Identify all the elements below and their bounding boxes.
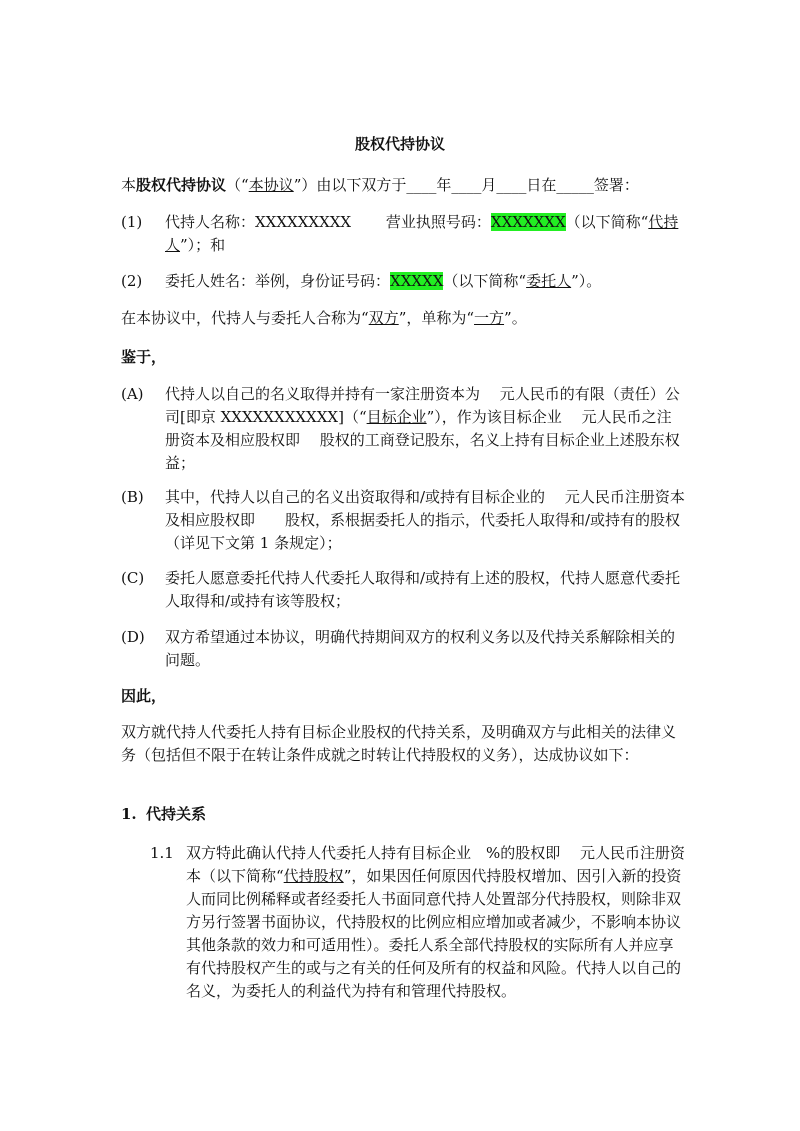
- recital-a-text: [165, 383, 685, 475]
- clause-1-1-number: 1.1: [150, 844, 174, 862]
- intro-text-5: ”）由以下双方于____年____月____日在_____签署：: [293, 176, 639, 194]
- agreement-statement: 双方就代持人代委托人持有目标企业股权的代持关系，及明确双方与此相关的法律义务（包括但不限于在转让条件成就之时转让代持股权的义务），达成协议如下：: [121, 723, 677, 764]
- party2-text-1: 委托人姓名：举例，身份证号码：: [165, 272, 391, 290]
- document-title: 股权代持协议: [354, 135, 445, 153]
- party1-marker: (1): [121, 213, 143, 231]
- parties-text-1: 在本协议中，代持人与委托人合称为“: [121, 309, 369, 327]
- party2-text: [165, 270, 685, 293]
- defined-term-held-shares: 代持股权: [283, 867, 344, 885]
- business-license-number: XXXXXXX: [490, 213, 566, 231]
- defined-term-target-company: 目标企业: [366, 408, 427, 426]
- recital-a-text-1: 代持人以自己的名义取得并持有一家注册资本为 元人民币的有限（责任）公司[即京 XXXXXXXXXXX]（“: [165, 385, 680, 426]
- defined-term-this-agreement: 本协议: [248, 176, 294, 194]
- party1-text-1: 代持人名称：XXXXXXXXX 营业执照号码：: [165, 213, 491, 231]
- recital-d-text: 双方希望通过本协议，明确代持期间双方的权利义务以及代持关系解除相关的问题。: [165, 628, 676, 669]
- clause-1-1-text-3: ”，如果因任何原因代持股权增加、因引入新的投资人而同比例稀释或者经委托人书面同意代持人处置部分代持股权，则除非双方另行签署书面协议，代持股权的比例应相应增加或者减少，不影响本协议其他条款的效力和可适用性）。委托人系全部代持股权的实际所有人并应享有代持股权产生的或与之有关的任何及所有的权益和风险。代持人以自己的名义，为委托人的利益代为持有和管理代持股权。: [186, 867, 682, 1000]
- intro-text-3: （“: [226, 176, 249, 194]
- parties-text-3: ”，单称为“: [398, 309, 475, 327]
- defined-term-one-party: 一方: [474, 309, 505, 327]
- parties-text-5: ”。: [504, 309, 527, 327]
- recital-a-marker: (A): [121, 385, 144, 403]
- recital-b-marker: (B): [121, 488, 144, 506]
- clause-1-1-text: [186, 842, 686, 1003]
- id-card-number: XXXXX: [390, 272, 444, 290]
- recital-a-text-3: ”），作为该目标企业 元人民币之注册资本及相应股权即 股权的工商登记股东，名义上持有目标企业上述股东权益；: [165, 408, 680, 472]
- party1-text: [165, 211, 685, 257]
- party2-text-2: （以下简称“: [443, 272, 527, 290]
- recital-c-marker: (C): [121, 569, 145, 587]
- agreement-name: 股权代持协议: [136, 176, 227, 194]
- clause-1-1-text-1: 双方特此确认代持人代委托人持有目标企业 %的股权即 元人民币注册资本（以下简称“: [186, 844, 686, 885]
- party1-text-4: ”）；和: [180, 236, 226, 254]
- party2-marker: (2): [121, 272, 143, 290]
- section-1-title: 代持关系: [146, 805, 207, 823]
- therefore-heading: 因此，: [121, 687, 167, 705]
- recital-c-text: 委托人愿意委托代持人代委托人取得和/或持有上述的股权，代持人愿意代委托人取得和/或持有该等股权；: [165, 569, 681, 610]
- recital-d-marker: (D): [121, 628, 145, 646]
- intro-text-1: 本: [121, 176, 137, 194]
- defined-term-principal: 委托人: [526, 272, 572, 290]
- party1-text-2: （以下简称“: [565, 213, 649, 231]
- recital-b-text: 其中，代持人以自己的名义出资取得和/或持有目标企业的 元人民币注册资本及相应股权即 股权，系根据委托人的指示，代委托人取得和/或持有的股权（详见下文第 1 条规定）；: [165, 488, 685, 552]
- parties-definition: [121, 307, 681, 330]
- party2-text-4: ”）。: [571, 272, 602, 290]
- defined-term-both-parties: 双方: [368, 309, 399, 327]
- section-1-number: 1.: [121, 805, 137, 823]
- whereas-heading: 鉴于，: [121, 348, 167, 366]
- defined-term-nominee: 代持人: [165, 213, 679, 254]
- intro-paragraph: [121, 174, 681, 197]
